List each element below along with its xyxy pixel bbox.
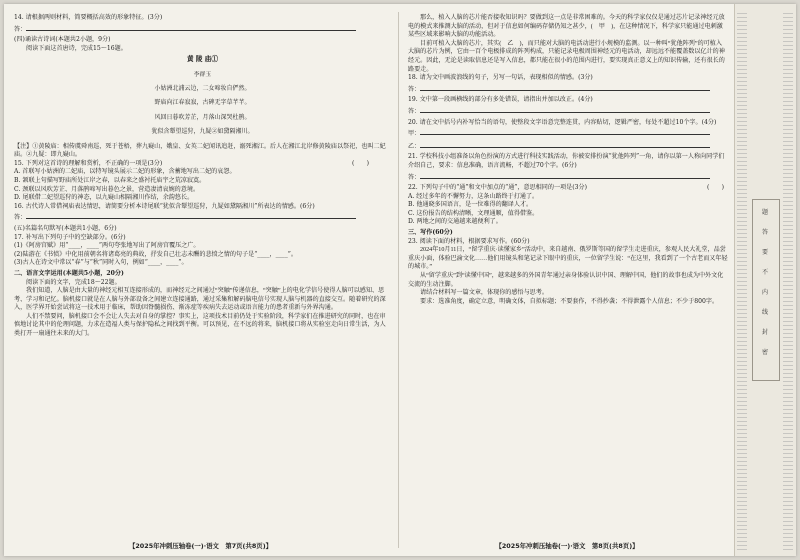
exam-sheet (4, 4, 796, 556)
reading-paragraph: 我们知道，人脑是由大量的神经元相互连接形成的，而神经元之间通过“突触”传递信息，“突触”上的电化学信号使得人脑可以感知、思考、学习和记忆。脑机接口就是在人脑与外部设备之间建立连接通路，通过采集和解码脑电信号实现人脑与机器的直接交互。随着研究的深入，医学界开始尝试将这一技术用于临床，帮助因脊髓损伤、渐冻症等疾病失去运动或语言能力的患者重新与外界沟通。 (14, 288, 386, 312)
reading-intro: 阅读下面的文字，完成18～22题。 (26, 278, 121, 286)
answer-line (408, 141, 728, 152)
reading-paragraph: 那么，植入人脑的芯片能否接收知识吗？要做到这一点是非常困难的。今天的科学家仅仅是通过芯片记录神经元放电的模式来推测大脑的活动，但对于信息如何编码存储仍知之甚少，( 甲 )，在这种情况下，科学家只能通过电刺激某些区域来影响大脑的功能活动。 (408, 15, 725, 39)
blank-label-a: 甲： (408, 130, 421, 138)
poem-title: 黄 陵 庙① (187, 55, 218, 64)
answer-underline (420, 128, 710, 135)
answer-paren: ( ) (352, 159, 369, 167)
page-footer: 【2025年冲刺压轴卷(一)·语文 第8页(共8页)】 (495, 542, 639, 550)
seal-label: 不 (762, 269, 769, 276)
poem-line: 风回日暮吹芳芷，月落山深哭杜鹃。 (154, 113, 251, 121)
option: C. 这份报告的结构清晰，文理通顺，值得借鉴。 (408, 209, 539, 217)
answer-underline (420, 106, 710, 113)
answer-line (408, 172, 728, 183)
answer-line (408, 106, 728, 117)
answer-line (408, 128, 728, 139)
question-22-text: 22. 下列句子中的“通”和文中加点的“通”，意思相同的一项是(3分) (408, 184, 587, 192)
option: D. 尾联借二妃望巡狩的神态，以九嶷山相隔湘川作结，余韵悠长。 (14, 194, 194, 202)
binding-margin (734, 4, 796, 556)
decorative-border (783, 10, 793, 550)
seal-label: 题 (762, 209, 769, 216)
question-19: 19. 文中第一段画横线的部分有多处错误，请指出并加以改正。(4分) (408, 96, 593, 104)
seal-label: 封 (762, 329, 769, 336)
question-18: 18. 请为文中画波浪线的句子，另写一句话，表现相似的情感。(3分) (408, 74, 593, 82)
section-3-heading: 三、写作(60分) (408, 229, 453, 237)
dictation-item: (2)陆游在《书愤》中化用前朝名将诸葛亮的典故，抒发自己壮志未酬的悲愤之情的句子是“____，____”。 (14, 250, 297, 258)
seal-label: 要 (762, 249, 769, 256)
question-23: 23. 阅读下面的材料，根据要求写作。(60分) (408, 237, 530, 245)
page-divider (398, 12, 399, 548)
question-14: 14. 请根据两则材料，简要概括高效的形象特征。(3分) (14, 14, 163, 21)
answer-underline (26, 212, 356, 219)
poem-intro: 阅读下面这首唐诗，完成15～16题。 (26, 44, 127, 52)
answer-label: 答： (14, 214, 27, 222)
writing-requirements: 要求：选准角度，确定立意，明确文体，自拟标题；不要套作，不得抄袭；不得泄露个人信息；不少于800字。 (420, 297, 719, 305)
answer-line (14, 24, 391, 35)
section-dictation-heading: (五)名篇名句默写(本题共1小题，6分) (14, 224, 117, 232)
question-15-text: 15. 下列对这首诗的理解和赏析，不正确的一项是(3分) (14, 159, 163, 167)
answer-label: 答： (408, 173, 421, 181)
poem-note: 【注】①黄陵庙：相传虞舜南巡，死于苍梧，葬九嶷山，娥皇、女英二妃闻讯追赶，溺死湘江。后人在湘江北岸修黄陵庙以祭祀，也叫二妃庙。②九疑：即九嶷山。 (14, 142, 386, 159)
page-footer: 【2025年冲刺压轴卷(一)·语文 第7页(共8页)】 (128, 542, 273, 550)
answer-underline (420, 84, 710, 91)
option: B. 他通晓多国语言，是一位难得的翻译人才。 (408, 201, 533, 209)
writing-prompt: 请结合材料写一篇文章，体现你的感悟与思考。 (420, 289, 548, 297)
reading-paragraph: 目前可植入大脑的芯片，其实( 乙 )，而只能对大脑的电活动进行小规模的监测。以一种叫“犹他阵列”的可植入大脑的芯片为例，它由一百个电极排成的阵列构成，只能记录电极周围神经元的电活动，却远远不能覆盖数以亿计的神经元。因此，无论是读取信息还是写入信息，都只能在很小的范围内进行，要实现真正意义上的知识传输，还有很长的路要走。 (408, 40, 725, 73)
poem-line: 野庙向江春寂寂，古碑无字草芊芊。 (154, 99, 251, 107)
poem-line: 小姑洲北浦云边，二女啼妆自俨然。 (154, 84, 251, 92)
answer-label: 答： (408, 85, 421, 93)
question-20: 20. 请在文中括号内补写恰当的语句，使整段文字语意完整连贯，内容贴切，逻辑严密，每处不超过10个字。(4分) (408, 118, 717, 126)
seal-label: 内 (762, 289, 769, 296)
answer-label: 答： (14, 25, 27, 33)
material-paragraph: 从“留学重庆”到“读懂中国”，越来越多的外国青年通过亲身体验认识中国、理解中国，他们的故事也成为中外文化交流的生动注脚。 (408, 273, 724, 288)
seal-label: 线 (762, 309, 769, 316)
poem-author: 李群玉 (193, 71, 212, 78)
answer-line (14, 212, 391, 223)
answer-paren: ( ) (707, 184, 724, 192)
decorative-border (737, 10, 747, 550)
option: B. 颔联上句描写野庙所处江岸之春，以春来之盛衬托庙宇之荒凉寂寞。 (14, 176, 206, 184)
dictation-item: (3)古人在诗文中常以“春”与“秋”同时入句，例如“____，____”。 (14, 259, 188, 267)
question-22 (408, 184, 728, 193)
question-16: 16. 古代诗人常借祠庙表达情思，请简要分析本诗尾联“犹似含颦望巡狩，九疑如黛隔湘川”所表达的情感。(6分) (14, 202, 315, 210)
page-7 (4, 4, 397, 556)
reading-paragraph: 人们不禁要问，脑机接口会不会让人失去对自身的掌控？事实上，这项技术目前仍处于实验阶段，科学家们在推进研究的同时，也在审慎地讨论其中的伦理问题，力求在造福人类与保护隐私之间找到平衡。可以预见，在不远的将来，脑机接口将从实验室走向日常生活，为人类打开一扇通往未来的大门。 (14, 313, 386, 338)
section-poem-heading: (四)诵读古诗词(本题共2小题，9分) (14, 36, 111, 44)
answer-underline (26, 24, 356, 31)
dictation-item: (1)《阿房宫赋》用“____，____”两句夸张地写出了阿房宫覆压之广。 (14, 242, 200, 250)
answer-line (408, 84, 728, 95)
answer-underline (420, 172, 710, 179)
blank-label-b: 乙： (408, 142, 421, 150)
poem-line: 犹似含颦望巡狩，九疑②如黛隔湘川。 (151, 128, 254, 136)
seal-label: 答 (762, 229, 769, 236)
option: C. 颈联以风吹芳芷、月落鹃啼写出暮色之景，营造凄清哀婉的意境。 (14, 185, 200, 193)
question-21: 21. 学校科技小组准备以角色扮演的方式进行科技实践活动，你被安排扮演“犹他阵列”一角，请你以第一人称向同学们介绍自己，要求：信息准确，语言流畅，不超过70个字。(6分) (408, 153, 725, 169)
material-paragraph: 2024年10月11日，“留学重庆·读懂家乡”活动中，来自越南、俄罗斯等国的留学生走进重庆，参观人民大礼堂，品尝重庆小面，体验巴渝文化……他们用镜头和笔记录下眼中的重庆，一位留学生说：“在这里，我看到了一个古老而又年轻的城市。” (408, 247, 728, 271)
question-17: 17. 补写出下列句子中的空缺部分。(6分) (14, 233, 126, 241)
answer-label: 答： (408, 107, 421, 115)
option: A. 首联写小姑洲的二妃庙，以特写镜头展示二妃的形象，含蓄地写出二妃的哀怨。 (14, 168, 236, 176)
seal-label: 密 (762, 349, 769, 356)
answer-underline (420, 141, 710, 148)
page-8 (402, 4, 732, 556)
option: A. 经过多年的不懈努力，这条山路终于打通了。 (408, 192, 539, 200)
section-2-heading: 二、语言文字运用(本题共5小题，20分) (14, 269, 124, 277)
option: D. 两地之间的交通越来越便利了。 (408, 218, 502, 226)
